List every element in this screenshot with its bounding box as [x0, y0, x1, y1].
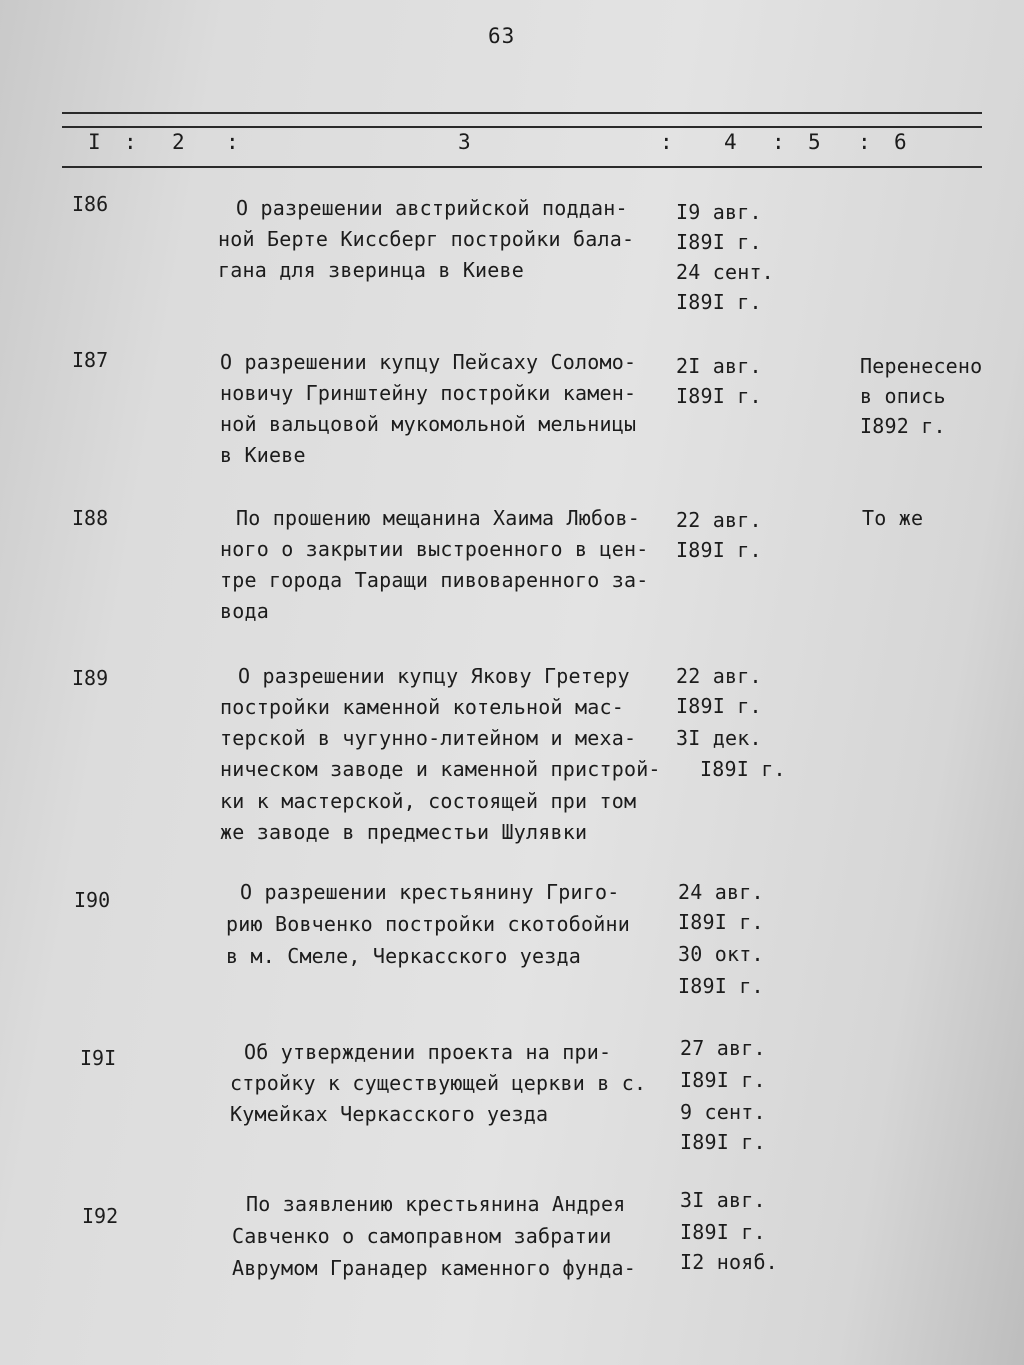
entry-number: I90 — [74, 888, 111, 912]
entry-title-line: ного о закрытии выстроенного в цен- — [220, 537, 649, 561]
entry-note: Перенесено — [860, 354, 983, 378]
entry-date: 2I авг. — [676, 354, 762, 378]
entry-title-line: Об утверждении проекта на при- — [244, 1040, 612, 1064]
entry-number: I88 — [72, 506, 109, 530]
entry-date: 24 авг. — [678, 880, 764, 904]
entry-title-line: вода — [220, 599, 269, 623]
entry-title-line: рию Вовченко постройки скотобойни — [226, 912, 630, 936]
entry-number: I89 — [72, 666, 109, 690]
entry-note: I892 г. — [860, 414, 946, 438]
column-separator: : — [660, 130, 673, 154]
entry-title-line: ническом заводе и каменной пристрой- — [220, 757, 661, 781]
entry-date: I89I г. — [680, 1130, 766, 1154]
entry-title-line: постройки каменной котельной мас- — [220, 695, 624, 719]
entry-date: 30 окт. — [678, 942, 764, 966]
entry-title-line: терской в чугунно-литейном и меха- — [220, 726, 637, 750]
entry-date: 22 авг. — [676, 664, 762, 688]
entry-date: I89I г. — [676, 290, 762, 314]
entry-title-line: стройку к существующей церкви в с. — [230, 1071, 647, 1095]
entry-date: 27 авг. — [680, 1036, 766, 1060]
entry-date: I9 авг. — [676, 200, 762, 224]
entry-title-line: По прошению мещанина Хаима Любов- — [236, 506, 640, 530]
page-number: 63 — [488, 24, 516, 48]
column-header-6: 6 — [894, 130, 907, 154]
column-separator: : — [772, 130, 785, 154]
entry-date: I89I г. — [676, 384, 762, 408]
entry-title-line: же заводе в предместьи Шулявки — [220, 820, 588, 844]
entry-date: I89I г. — [678, 910, 764, 934]
entry-title-line: тре города Таращи пивоваренного за- — [220, 568, 649, 592]
entry-date: 24 сент. — [676, 260, 774, 284]
entry-title-line: гана для зверинца в Киеве — [218, 258, 525, 282]
entry-date: I89I г. — [680, 1068, 766, 1092]
header-rule-bottom — [62, 166, 982, 168]
entry-date: I89I г. — [680, 1220, 766, 1244]
column-separator: : — [858, 130, 871, 154]
column-separator: : — [226, 130, 239, 154]
entry-date: I2 нояб. — [680, 1250, 778, 1274]
entry-title-line: Кумейках Черкасского уезда — [230, 1102, 549, 1126]
entry-title-line: О разрешении австрийской поддан- — [236, 196, 628, 220]
entry-title-line: новичу Гринштейну постройки камен- — [220, 381, 637, 405]
entry-date: 3I авг. — [680, 1188, 766, 1212]
entry-date: I89I г. — [676, 694, 762, 718]
entry-date: 3I дек. — [676, 726, 762, 750]
column-header-5: 5 — [808, 130, 821, 154]
entry-number: I87 — [72, 348, 109, 372]
entry-date: I89I г. — [700, 757, 786, 781]
header-rule-top — [62, 112, 982, 114]
entry-title-line: О разрешении крестьянину Григо- — [240, 880, 620, 904]
entry-note: То же — [862, 506, 924, 530]
entry-date: I89I г. — [678, 974, 764, 998]
entry-title-line: По заявлению крестьянина Андрея — [246, 1192, 626, 1216]
entry-number: I92 — [82, 1204, 119, 1228]
entry-date: 9 сент. — [680, 1100, 766, 1124]
entry-title-line: Аврумом Гранадер каменного фунда- — [232, 1256, 636, 1280]
column-header-4: 4 — [724, 130, 737, 154]
entry-note: в опись — [860, 384, 946, 408]
entry-date: I89I г. — [676, 538, 762, 562]
entry-title-line: ной вальцовой мукомольной мельницы — [220, 412, 637, 436]
entry-number: I86 — [72, 192, 109, 216]
column-separator: : — [124, 130, 137, 154]
entry-title-line: в м. Смеле, Черкасского уезда — [226, 944, 581, 968]
entry-number: I9I — [80, 1046, 117, 1070]
entry-title-line: ки к мастерской, состоящей при том — [220, 789, 637, 813]
header-rule-top-inner — [62, 126, 982, 128]
entry-title-line: О разрешении купцу Пейсаху Соломо- — [220, 350, 637, 374]
column-header-2: 2 — [172, 130, 185, 154]
column-header-3: 3 — [458, 130, 471, 154]
entry-date: 22 авг. — [676, 508, 762, 532]
entry-title-line: О разрешении купцу Якову Гретеру — [238, 664, 630, 688]
entry-title-line: в Киеве — [220, 443, 306, 467]
entry-title-line: Савченко о самоправном забратии — [232, 1224, 612, 1248]
entry-date: I89I г. — [676, 230, 762, 254]
column-header-1: I — [88, 130, 101, 154]
entry-title-line: ной Берте Киссберг постройки бала- — [218, 227, 635, 251]
